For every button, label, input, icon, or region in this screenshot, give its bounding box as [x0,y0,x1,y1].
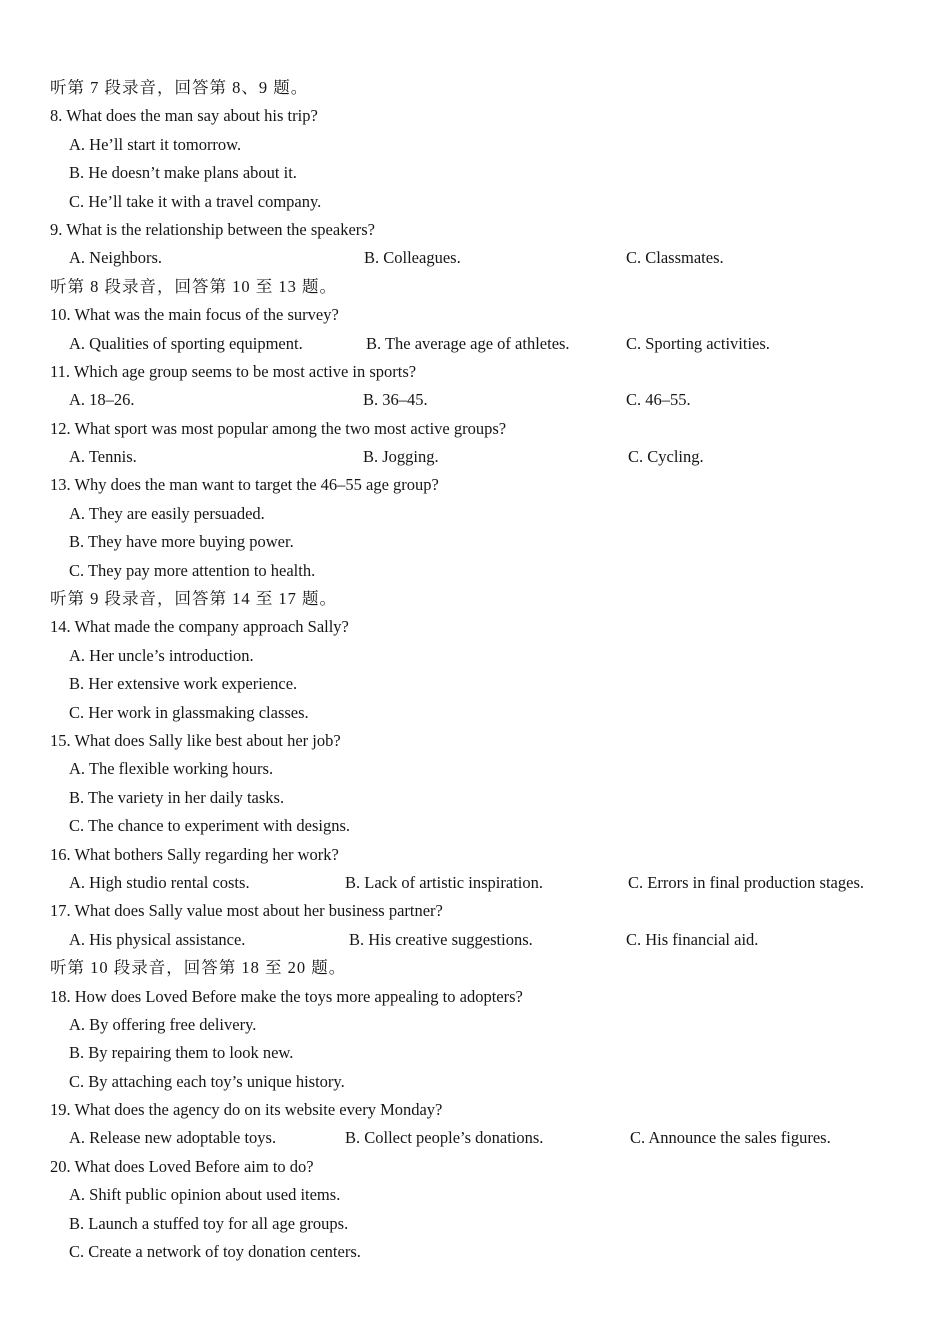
question-stem: 11. Which age group seems to be most active in sports? [50,361,417,381]
answer-option: B. He doesn’t make plans about it. [69,163,297,183]
answer-option: A. Her uncle’s introduction. [69,645,254,665]
answer-option: C. Announce the sales figures. [630,1128,831,1148]
answer-option: C. Her work in glassmaking classes. [69,702,309,722]
answer-option: C. They pay more attention to health. [69,560,316,580]
answer-option: B. 36–45. [363,390,428,410]
answer-option: A. The flexible working hours. [69,759,274,779]
section-heading: 听第 10 段录音，回答第 18 至 20 题。 [50,958,347,978]
answer-option: C. 46–55. [626,390,691,410]
answer-option: A. High studio rental costs. [69,872,250,892]
question-stem: 13. Why does the man want to target the 46–55 age group? [50,475,439,495]
answer-option: A. His physical assistance. [69,929,246,949]
answer-option: C. The chance to experiment with designs. [69,816,351,836]
answer-option: B. By repairing them to look new. [69,1043,294,1063]
answer-option: B. The variety in her daily tasks. [69,787,285,807]
answer-option: C. Create a network of toy donation centers. [69,1242,361,1262]
answer-option: A. Tennis. [69,447,137,467]
option-row [0,1124,950,1152]
answer-option: B. His creative suggestions. [349,929,533,949]
question-stem: 19. What does the agency do on its website every Monday? [50,1100,443,1120]
option-row [0,330,950,358]
answer-option: C. Errors in final production stages. [628,872,864,892]
answer-option: B. They have more buying power. [69,532,294,552]
exam-page [0,74,950,1266]
question-stem: 10. What was the main focus of the survey? [50,305,339,325]
answer-option: C. Sporting activities. [626,333,770,353]
option-row [0,386,950,414]
answer-option: B. Her extensive work experience. [69,674,298,694]
question-stem: 8. What does the man say about his trip? [50,106,318,126]
answer-option: A. He’ll start it tomorrow. [69,134,242,154]
answer-option: A. By offering free delivery. [69,1014,257,1034]
option-row [0,244,950,272]
question-stem: 15. What does Sally like best about her job? [50,730,341,750]
question-stem: 17. What does Sally value most about her business partner? [50,901,443,921]
answer-option: C. He’ll take it with a travel company. [69,191,322,211]
answer-option: A. 18–26. [69,390,135,410]
section-heading: 听第 7 段录音，回答第 8、9 题。 [50,78,309,97]
question-stem: 9. What is the relationship between the speakers? [50,219,376,239]
option-row [0,869,950,897]
answer-option: C. Cycling. [628,447,704,467]
question-stem: 18. How does Loved Before make the toys more appealing to adopters? [50,986,523,1006]
section-heading: 听第 9 段录音，回答第 14 至 17 题。 [50,589,337,609]
answer-option: C. His financial aid. [626,929,759,949]
answer-option: A. Shift public opinion about used items. [69,1185,341,1205]
answer-option: B. Lack of artistic inspiration. [345,872,543,892]
answer-option: C. Classmates. [626,248,724,268]
answer-option: A. Release new adoptable toys. [69,1128,277,1148]
answer-option: A. Qualities of sporting equipment. [69,333,303,353]
question-stem: 16. What bothers Sally regarding her work? [50,844,339,864]
answer-option: B. Collect people’s donations. [345,1128,544,1148]
question-stem: 20. What does Loved Before aim to do? [50,1156,314,1176]
answer-option: A. Neighbors. [69,248,163,268]
answer-option: B. Jogging. [363,447,439,467]
option-row [0,443,950,471]
answer-option: C. By attaching each toy’s unique history. [69,1071,345,1091]
answer-option: B. Colleagues. [364,248,461,268]
answer-option: B. Launch a stuffed toy for all age groups. [69,1213,349,1233]
section-heading: 听第 8 段录音，回答第 10 至 13 题。 [50,276,337,296]
option-row [0,926,950,954]
answer-option: B. The average age of athletes. [366,333,570,353]
question-stem: 14. What made the company approach Sally? [50,617,349,637]
question-stem: 12. What sport was most popular among the two most active groups? [50,418,507,438]
answer-option: A. They are easily persuaded. [69,503,265,523]
